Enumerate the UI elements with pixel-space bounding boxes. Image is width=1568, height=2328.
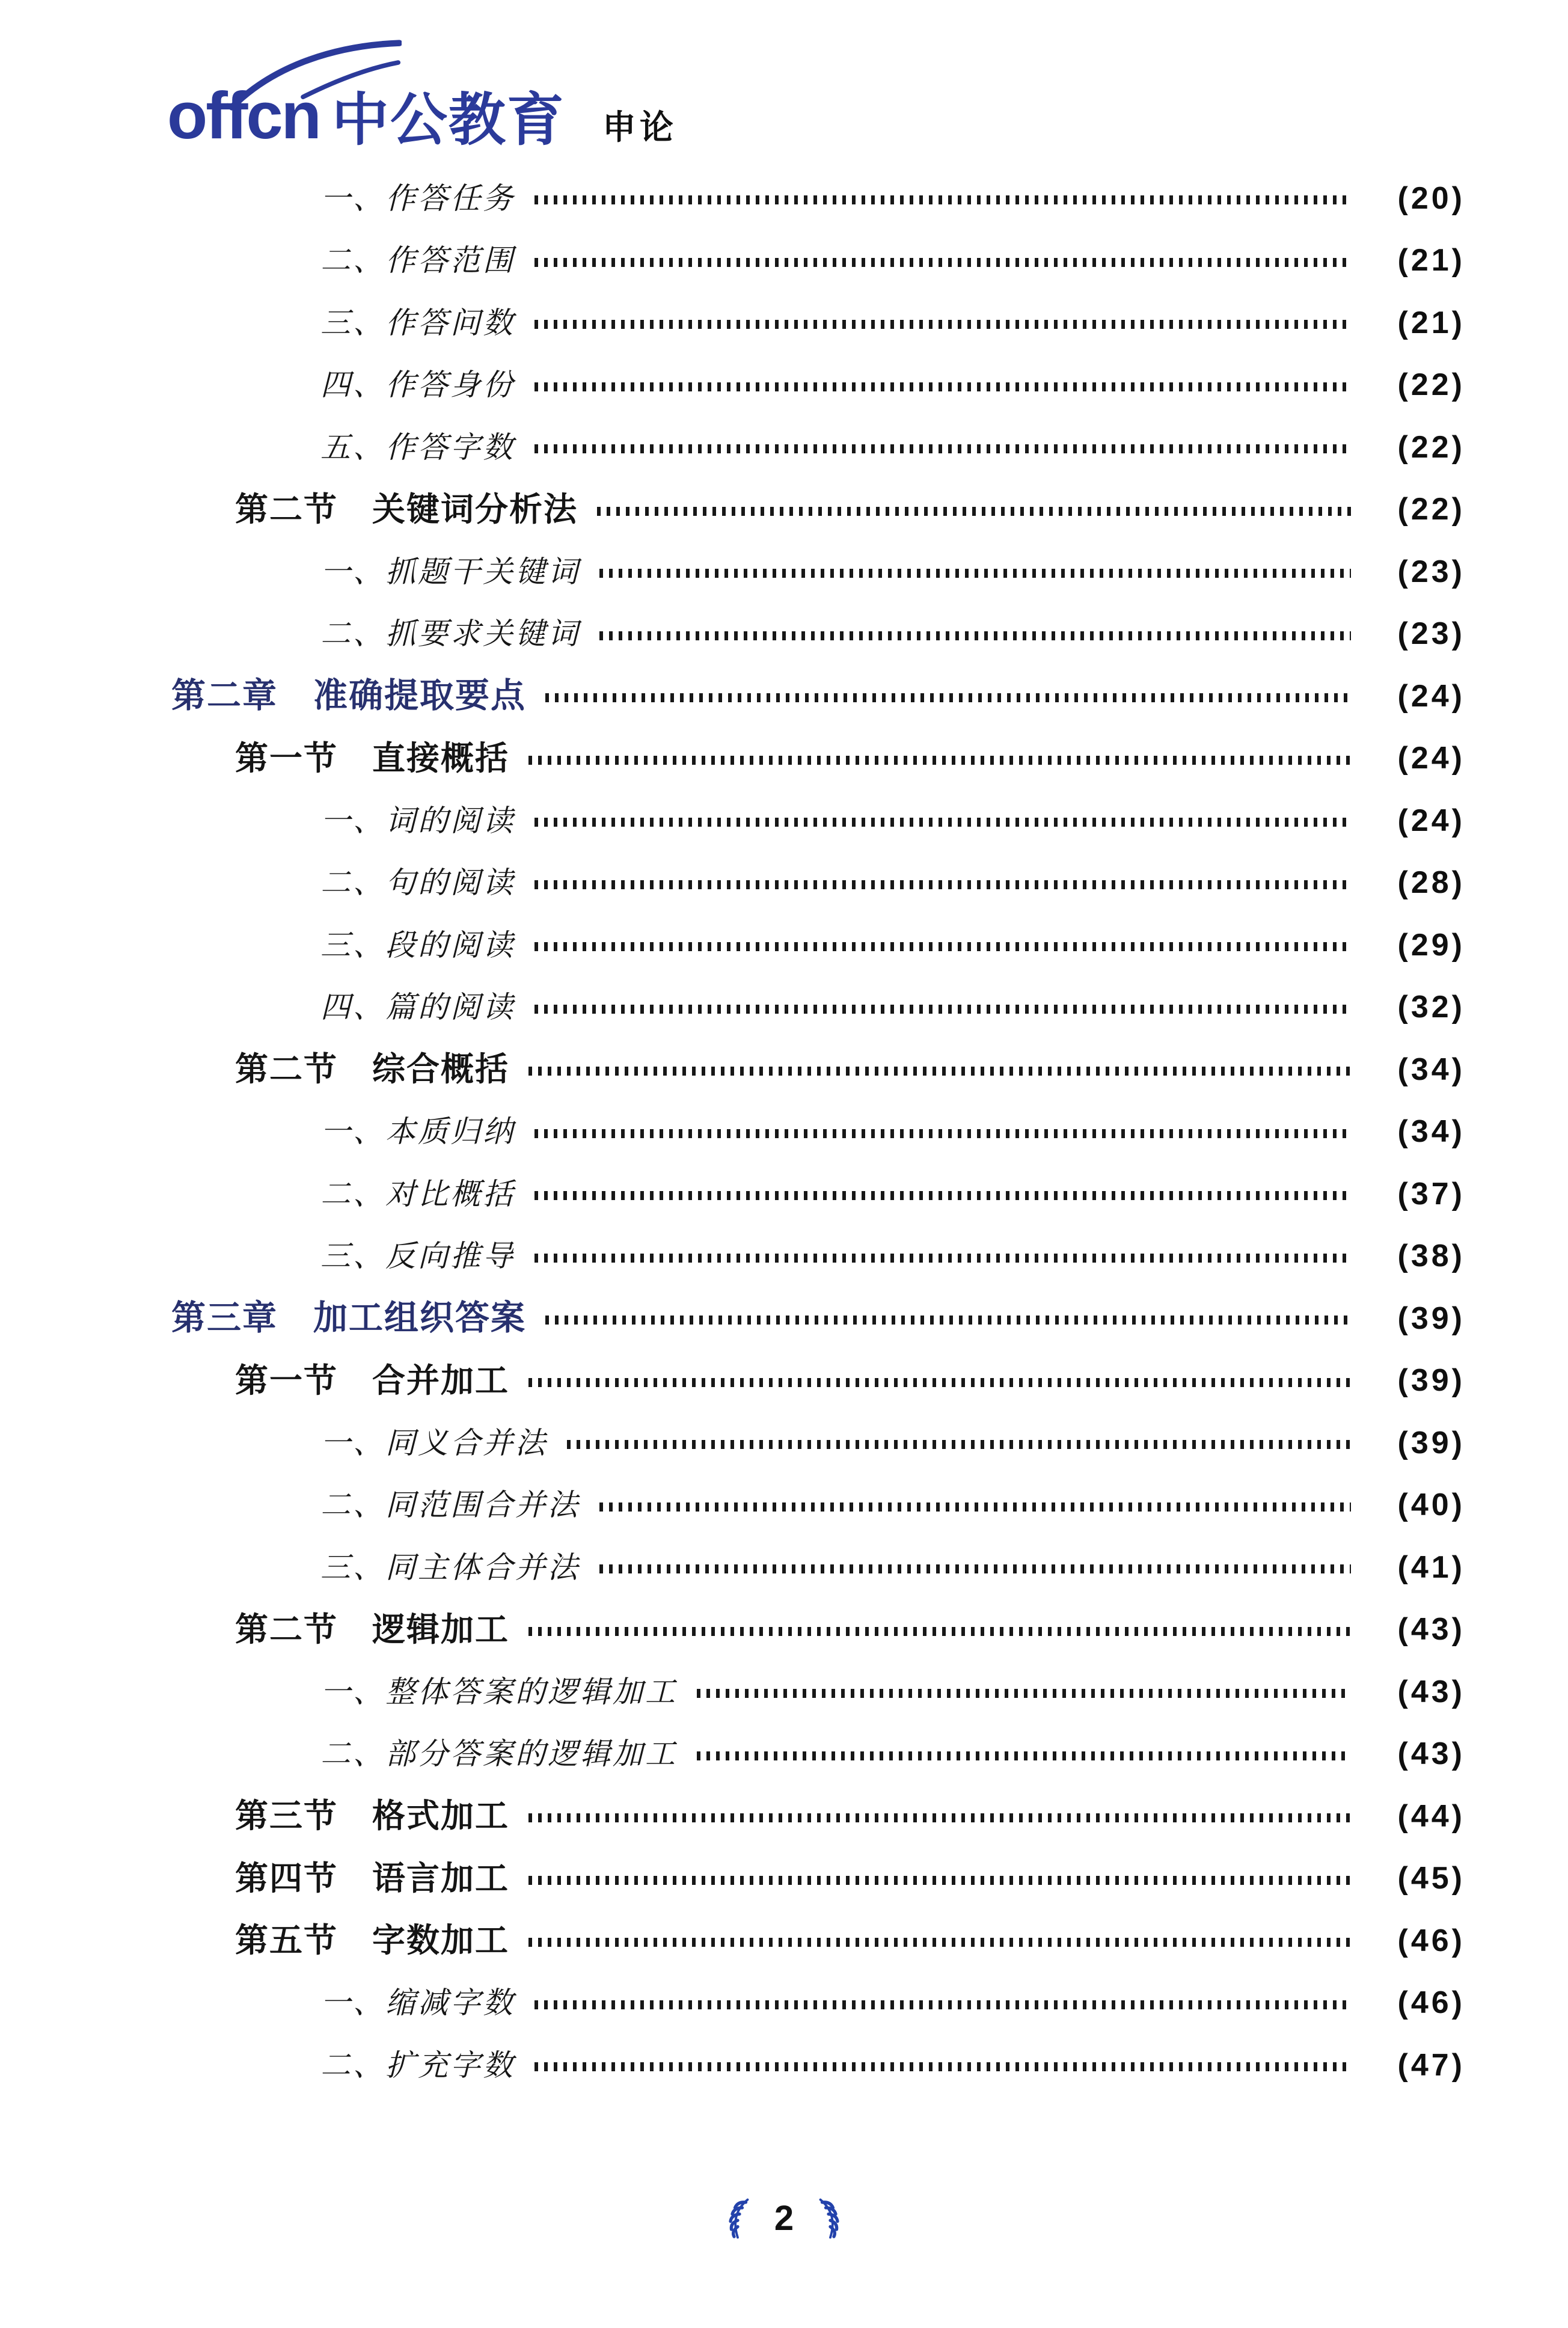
toc-entry-label: 第二节 综合概括 (235, 1050, 510, 1088)
toc-entry (171, 2034, 1465, 2097)
toc-entry (171, 1723, 1465, 1786)
toc-entry-page: (20) (1397, 180, 1465, 216)
dot-leader (534, 818, 1351, 827)
dot-leader (534, 2000, 1351, 2009)
dot-leader (528, 1813, 1351, 1822)
dot-leader (534, 1129, 1351, 1138)
dot-leader (534, 1254, 1351, 1263)
toc-entry-page: (23) (1397, 616, 1465, 652)
toc-entry (171, 1101, 1465, 1163)
toc-entry-page: (43) (1397, 1674, 1465, 1709)
toc-entry-page: (38) (1397, 1239, 1465, 1274)
subject-label: 申论 (602, 108, 677, 146)
dot-leader (534, 444, 1351, 453)
toc-entry-page: (40) (1397, 1487, 1465, 1523)
toc-entry (171, 1287, 1465, 1350)
dot-leader (534, 1005, 1351, 1014)
toc-entry-label: 第一节 合并加工 (235, 1361, 510, 1399)
toc-entry (171, 479, 1465, 541)
toc-entry-page: (39) (1397, 1300, 1465, 1336)
toc-entry-label: 一、词的阅读 (320, 803, 515, 838)
toc-entry-label: 三、反向推导 (320, 1239, 515, 1273)
toc-entry-label: 第二节 逻辑加工 (235, 1610, 510, 1648)
dot-leader (534, 2062, 1351, 2071)
toc-entry-page: (23) (1397, 554, 1465, 589)
toc-entry-page: (43) (1397, 1612, 1465, 1647)
toc-entry-label: 二、部分答案的逻辑加工 (320, 1737, 678, 1771)
dot-leader (534, 880, 1351, 889)
dot-leader (545, 1316, 1351, 1325)
toc-entry-page: (29) (1397, 927, 1465, 963)
toc-entry-page: (37) (1397, 1176, 1465, 1211)
dot-leader (528, 1938, 1351, 1947)
dot-leader (534, 320, 1351, 329)
toc-entry (171, 1661, 1465, 1723)
toc-entry (171, 665, 1465, 728)
dot-leader (599, 1502, 1351, 1512)
toc-list (171, 167, 1465, 2097)
toc-entry-label: 一、本质归纳 (320, 1115, 515, 1149)
toc-entry-label: 一、整体答案的逻辑加工 (320, 1674, 678, 1709)
offcn-logo: offcn (167, 79, 320, 153)
toc-entry (171, 1536, 1465, 1599)
toc-entry-label: 四、作答身份 (320, 368, 515, 402)
dot-leader (534, 382, 1351, 391)
toc-entry (171, 1785, 1465, 1848)
page-header (167, 79, 677, 153)
toc-entry-page: (46) (1397, 1985, 1465, 2021)
dot-leader (599, 1564, 1351, 1573)
toc-entry-page: (39) (1397, 1363, 1465, 1398)
toc-entry-page: (43) (1397, 1736, 1465, 1772)
toc-entry-page: (47) (1397, 2047, 1465, 2083)
toc-entry (171, 1038, 1465, 1101)
laurel-right-icon (818, 2192, 843, 2246)
dot-leader (534, 942, 1351, 951)
toc-entry (171, 541, 1465, 603)
toc-entry-label: 第三章 加工组织答案 (171, 1299, 526, 1338)
toc-entry (171, 1848, 1465, 1910)
dot-leader (597, 507, 1351, 516)
dot-leader (697, 1689, 1351, 1698)
toc-entry-page: (24) (1397, 803, 1465, 838)
toc-entry-label: 三、同主体合并法 (320, 1550, 580, 1584)
toc-entry-page: (45) (1397, 1861, 1465, 1896)
toc-entry-label: 二、扩充字数 (320, 2048, 515, 2082)
toc-entry (171, 1474, 1465, 1537)
dot-leader (534, 258, 1351, 267)
toc-entry (171, 354, 1465, 417)
toc-entry-label: 二、句的阅读 (320, 866, 515, 900)
toc-entry (171, 852, 1465, 914)
dot-leader (534, 195, 1351, 204)
toc-entry (171, 603, 1465, 666)
toc-entry (171, 914, 1465, 976)
toc-entry (171, 1225, 1465, 1288)
toc-entry (171, 1350, 1465, 1412)
toc-entry (171, 1412, 1465, 1474)
dot-leader (697, 1751, 1351, 1760)
toc-entry-label: 第一节 直接概括 (235, 739, 510, 777)
toc-entry-label: 一、抓题干关键词 (320, 554, 580, 589)
toc-entry-label: 三、作答问数 (320, 305, 515, 340)
toc-entry-label: 五、作答字数 (320, 430, 515, 464)
brand-name-cn: 中公教育 (331, 88, 565, 152)
toc-entry-page: (24) (1397, 678, 1465, 714)
toc-entry-label: 二、对比概括 (320, 1177, 515, 1211)
toc-entry-page: (46) (1397, 1923, 1465, 1958)
toc-entry (171, 167, 1465, 230)
toc-entry-page: (21) (1397, 305, 1465, 340)
toc-entry-label: 一、缩减字数 (320, 1986, 515, 2020)
dot-leader (567, 1440, 1351, 1449)
dot-leader (599, 569, 1351, 578)
toc-entry (171, 728, 1465, 790)
toc-entry (171, 416, 1465, 479)
toc-entry-page: (22) (1397, 429, 1465, 465)
toc-entry-label: 三、段的阅读 (320, 928, 515, 962)
toc-entry-page: (34) (1397, 1114, 1465, 1150)
toc-entry-label: 四、篇的阅读 (320, 990, 515, 1025)
toc-entry (171, 1163, 1465, 1225)
toc-entry-label: 第四节 语言加工 (235, 1859, 510, 1897)
toc-entry-label: 第五节 字数加工 (235, 1922, 510, 1959)
toc-entry (171, 292, 1465, 354)
logo-swoosh-icon (230, 40, 402, 111)
toc-entry-label: 第二章 准确提取要点 (171, 676, 526, 715)
toc-entry-page: (21) (1397, 243, 1465, 278)
laurel-left-icon (725, 2192, 750, 2246)
toc-entry-label: 第三节 格式加工 (235, 1797, 510, 1835)
toc-entry-page: (44) (1397, 1798, 1465, 1834)
toc-entry-page: (34) (1397, 1052, 1465, 1087)
page-footer (0, 2192, 1568, 2246)
dot-leader (545, 693, 1351, 702)
toc-entry (171, 789, 1465, 852)
toc-entry-label: 二、作答范围 (320, 244, 515, 278)
dot-leader (528, 1876, 1351, 1885)
toc-entry-label: 二、同范围合并法 (320, 1488, 580, 1522)
toc-entry-page: (22) (1397, 492, 1465, 527)
toc-entry-page: (32) (1397, 990, 1465, 1025)
toc-entry (171, 1910, 1465, 1972)
toc-entry-page: (22) (1397, 367, 1465, 403)
dot-leader (528, 1627, 1351, 1636)
toc-entry (171, 230, 1465, 292)
toc-entry-label: 一、作答任务 (320, 181, 515, 215)
toc-entry (171, 976, 1465, 1039)
dot-leader (528, 1378, 1351, 1387)
toc-entry (171, 1599, 1465, 1661)
dot-leader (534, 1191, 1351, 1200)
toc-entry-label: 二、抓要求关键词 (320, 617, 580, 651)
toc-entry-page: (28) (1397, 865, 1465, 901)
footer-page-number: 2 (774, 2199, 794, 2238)
toc-entry-page: (41) (1397, 1549, 1465, 1585)
dot-leader (528, 1067, 1351, 1076)
toc-entry-page: (39) (1397, 1425, 1465, 1460)
toc-entry (171, 1972, 1465, 2035)
dot-leader (599, 631, 1351, 640)
toc-entry-label: 第二节 关键词分析法 (235, 490, 578, 528)
toc-entry-page: (24) (1397, 741, 1465, 776)
dot-leader (528, 756, 1351, 765)
toc-entry-label: 一、同义合并法 (320, 1426, 548, 1460)
